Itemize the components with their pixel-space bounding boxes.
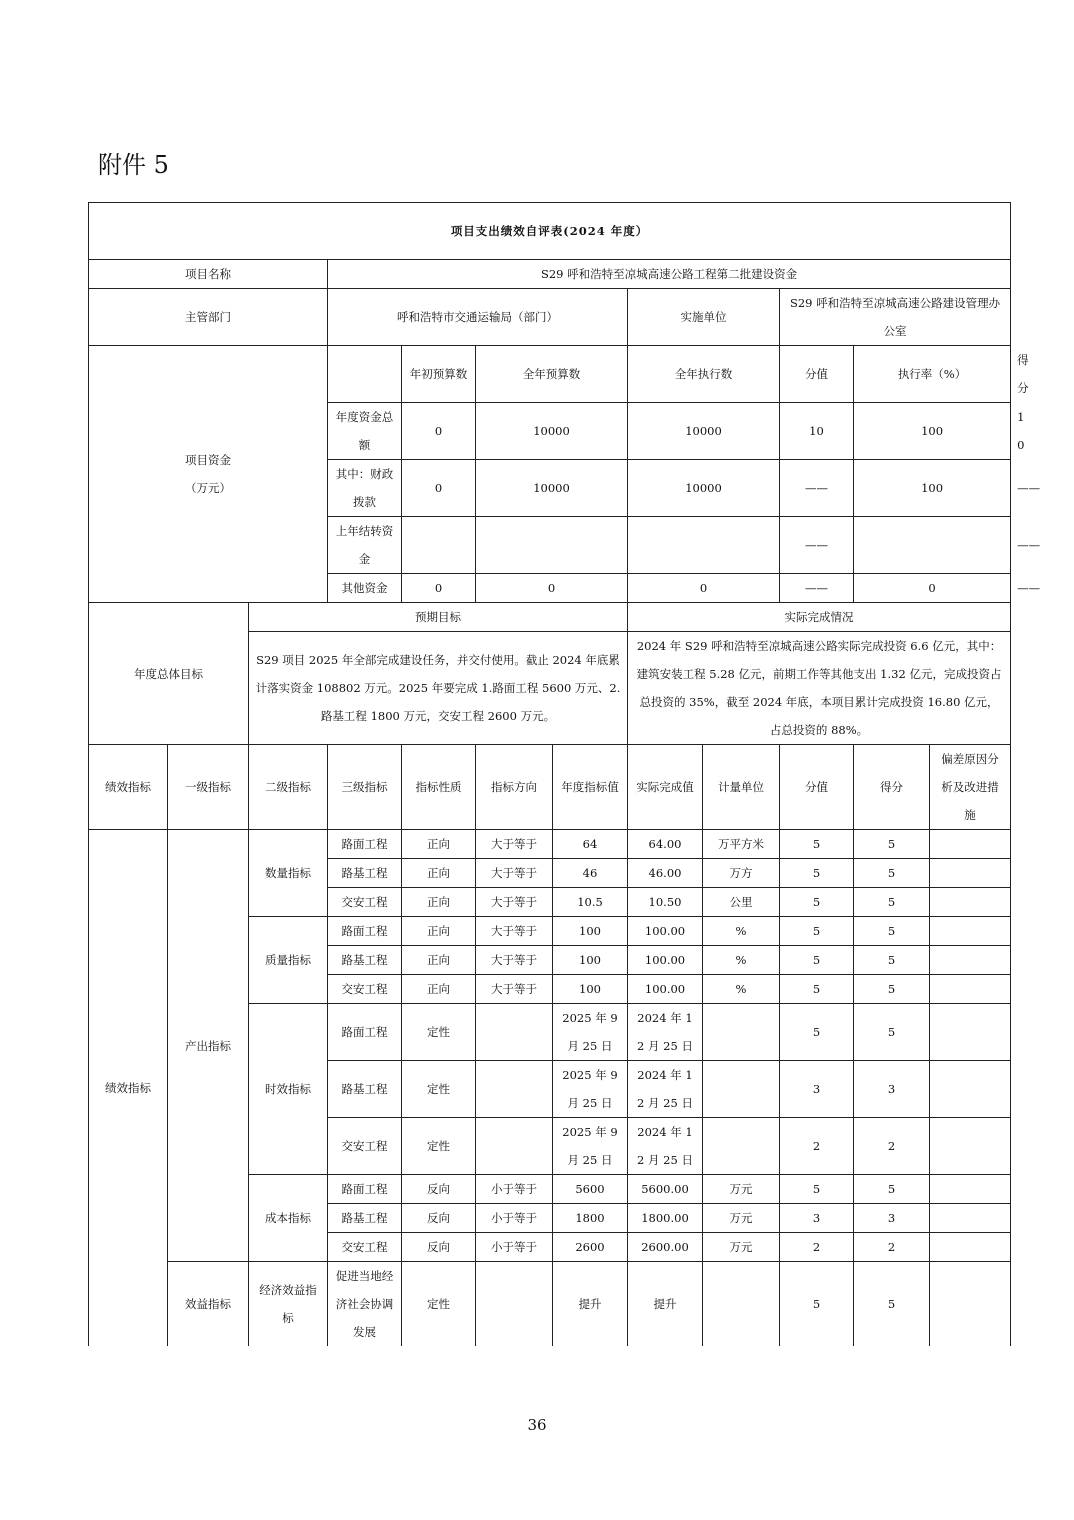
indicator-cell: 路面工程 xyxy=(328,917,402,946)
indicator-cell: 交安工程 xyxy=(328,975,402,1004)
indicator-cell: 正向 xyxy=(402,859,476,888)
indicator-cell: 小于等于 xyxy=(476,1175,553,1204)
attachment-label: 附件 5 xyxy=(98,151,169,179)
indicator-header: 绩效指标 xyxy=(89,745,168,830)
indicator-cell xyxy=(930,1004,1011,1061)
indicator-cell: 100 xyxy=(553,917,628,946)
performance-evaluation-table: 项目支出绩效自评表(2024 年度） 项目名称 S29 呼和浩特至凉城高速公路工程第二批建设资金 主管部门 呼和浩特市交通运输局（部门） 实施单位 S29 呼和浩特至凉城高速公路建设管理办公室 项目资金 （万元） 年初预算数 全年预算数 全年执行数 分值 执行率（%） 得分 年度资金总额 0 10000 10000 10 100 10 其中：财政拨款 0 10000 10000 —— 100 —— 上年结转资金 —— —— 其他资金 0 0 0 —— 0 —— 年度总体目标 预期目标 实际完成情况 S29 项目 2025 年全部完成建设任务，并交付使用。截止 2024 年底累计落实资金 108802 万元。2025 年要完成 1.路面工程 5600 万元、2.路基工程 1800 万元，交安工程 2600 万元。 2024 年 S29 呼和浩特至凉城高速公路实际完成投资 6.6 亿元，其中：建筑安装工程 5.28 亿元，前期工作等其他支出 1.32 亿元，完成投资占总投资的 35%，截至 2024 年底，本项目累计完成投资 16.80 亿元，占总投资的 88%。 绩效指标 一级指标 二级指标 三级指标 指标性质 指标方向 年度指标值 实际完成值 计量单位 分值 得分 偏差原因分析及改进措施 绩效指标 产出指标 数量指标 路面工程 正向 大于等于 64 64.00 万平方米 5 5 路基工程 正向 大于等于 46 46.00 万方 5 5 交安工程 正向 大于等于 10.5 10.50 公里 5 5 质量指标 路面工程 正向 大于等于 100 100.00 % 5 5 路基工程 正向 大于等于 100 100.00 % 5 5 交安工程 正向 大于等于 100 100.00 % 5 5 时效指标 路面工程 定性 2025 年 9 月 25 日 2024 年 12 月 25 日 5 5 路基工程 定性 2025 年 9 月 25 日 2024 年 12 月 25 日 3 3 交安工程 定性 2025 年 9 月 25 日 2024 年 12 月 25 日 2 2 成本指标 路面工程 反向 小于等于 5600 5600.00 万元 5 5 路基工程 反向 小于等于 1800 1800.00 万元 3 3 交安工程 反向 小于等于 2600 2600.00 万元 2 2 效益指标 经济效益指标 促进当地经济社会协调发展 定性 提升 提升 5 5 xyxy=(88,202,1011,1346)
indicator-cell: 定性 xyxy=(402,1118,476,1175)
indicator-cell: 2025 年 9 月 25 日 xyxy=(553,1061,628,1118)
indicator-cell: 5 xyxy=(780,859,854,888)
funds-row-name: 其中：财政拨款 xyxy=(328,460,402,517)
indicator-cell: 5 xyxy=(780,1262,854,1347)
funds-row: 其他资金 0 0 0 —— 0 —— xyxy=(89,574,1011,603)
indicator-header: 二级指标 xyxy=(249,745,328,830)
indicator-cell: 2 xyxy=(854,1233,930,1262)
level2-indicator: 时效指标 xyxy=(249,1004,328,1175)
funds-header: 年初预算数 xyxy=(402,346,476,403)
indicator-cell: 2024 年 12 月 25 日 xyxy=(628,1061,703,1118)
indicator-header: 一级指标 xyxy=(168,745,249,830)
indicator-cell: 大于等于 xyxy=(476,917,553,946)
indicator-header: 计量单位 xyxy=(703,745,780,830)
funds-cell: —— xyxy=(780,460,854,517)
impl-value: S29 呼和浩特至凉城高速公路建设管理办公室 xyxy=(780,289,1011,346)
indicator-cell: 交安工程 xyxy=(328,1233,402,1262)
indicator-cell: 2 xyxy=(780,1233,854,1262)
indicator-cell: 路基工程 xyxy=(328,946,402,975)
indicator-cell: 万平方米 xyxy=(703,830,780,859)
indicator-cell: 反向 xyxy=(402,1204,476,1233)
funds-cell xyxy=(476,517,628,574)
indicator-cell: 2025 年 9 月 25 日 xyxy=(553,1118,628,1175)
indicator-header-row xyxy=(89,745,1011,830)
funds-row-name: 上年结转资金 xyxy=(328,517,402,574)
indicator-cell: 1800 xyxy=(553,1204,628,1233)
indicator-cell: 2 xyxy=(780,1118,854,1175)
indicator-cell: 促进当地经济社会协调发展 xyxy=(328,1262,402,1347)
indicator-cell: 正向 xyxy=(402,946,476,975)
indicator-cell: 大于等于 xyxy=(476,830,553,859)
indicator-cell xyxy=(476,1004,553,1061)
indicator-cell xyxy=(930,946,1011,975)
indicator-cell: 5 xyxy=(854,917,930,946)
funds-row: 年度资金总额 0 10000 10000 10 100 10 xyxy=(89,403,1011,460)
indicator-cell: 10.50 xyxy=(628,888,703,917)
indicator-cell xyxy=(703,1061,780,1118)
indicator-cell: 2024 年 12 月 25 日 xyxy=(628,1004,703,1061)
indicator-cell: 交安工程 xyxy=(328,888,402,917)
funds-cell: 0 xyxy=(402,403,476,460)
indicator-cell xyxy=(476,1061,553,1118)
indicator-cell: 5 xyxy=(780,1004,854,1061)
indicator-cell: 反向 xyxy=(402,1175,476,1204)
indicator-cell: 2600.00 xyxy=(628,1233,703,1262)
indicator-cell: 小于等于 xyxy=(476,1233,553,1262)
indicator-cell xyxy=(930,917,1011,946)
indicator-cell: 万元 xyxy=(703,1204,780,1233)
indicator-header: 实际完成值 xyxy=(628,745,703,830)
funds-header: 分值 xyxy=(780,346,854,403)
funds-label-text: 项目资金 xyxy=(185,453,231,467)
indicator-cell: 64.00 xyxy=(628,830,703,859)
indicator-cell: 大于等于 xyxy=(476,975,553,1004)
goals-header-row xyxy=(89,603,1011,632)
funds-cell: 100 xyxy=(854,403,1011,460)
indicator-cell: 路面工程 xyxy=(328,1175,402,1204)
funds-cell xyxy=(854,517,1011,574)
funds-header: 执行率（%） xyxy=(854,346,1011,403)
indicator-cell: 路基工程 xyxy=(328,1061,402,1118)
level2-indicator: 成本指标 xyxy=(249,1175,328,1262)
indicator-cell: 大于等于 xyxy=(476,888,553,917)
indicator-cell: 5 xyxy=(780,1175,854,1204)
funds-cell: 0 xyxy=(476,574,628,603)
page-number: 36 xyxy=(527,1416,547,1434)
indicator-cell: 提升 xyxy=(628,1262,703,1347)
level2-indicator: 质量指标 xyxy=(249,917,328,1004)
funds-cell: 10000 xyxy=(476,403,628,460)
indicator-cell: 5 xyxy=(854,830,930,859)
indicator-cell xyxy=(930,1233,1011,1262)
indicator-cell: 3 xyxy=(854,1061,930,1118)
dept-value: 呼和浩特市交通运输局（部门） xyxy=(328,289,628,346)
indicator-cell: 46.00 xyxy=(628,859,703,888)
indicator-cell: 路基工程 xyxy=(328,1204,402,1233)
indicator-cell: 正向 xyxy=(402,917,476,946)
project-name-label: 项目名称 xyxy=(89,260,328,289)
indicator-col1: 绩效指标 xyxy=(89,830,168,1347)
indicator-header: 得分 xyxy=(854,745,930,830)
indicator-cell: 正向 xyxy=(402,975,476,1004)
indicator-cell xyxy=(930,830,1011,859)
funds-cell: —— xyxy=(780,574,854,603)
indicator-cell xyxy=(930,1175,1011,1204)
indicator-cell: 100.00 xyxy=(628,917,703,946)
indicator-cell: 定性 xyxy=(402,1061,476,1118)
funds-header-blank xyxy=(328,346,402,403)
indicator-cell: 3 xyxy=(854,1204,930,1233)
indicator-cell: 10.5 xyxy=(553,888,628,917)
funds-cell: 0 xyxy=(402,460,476,517)
funds-row-name: 其他资金 xyxy=(328,574,402,603)
indicator-cell: 5 xyxy=(780,888,854,917)
indicator-cell xyxy=(930,1061,1011,1118)
impl-label: 实施单位 xyxy=(628,289,780,346)
indicator-cell: 5 xyxy=(854,946,930,975)
indicator-cell: 5 xyxy=(854,1175,930,1204)
table-title: 项目支出绩效自评表(2024 年度） xyxy=(89,203,1011,260)
indicator-cell: 大于等于 xyxy=(476,859,553,888)
indicator-cell: 大于等于 xyxy=(476,946,553,975)
indicator-cell: 3 xyxy=(780,1204,854,1233)
indicator-cell: 万方 xyxy=(703,859,780,888)
indicator-cell: 3 xyxy=(780,1061,854,1118)
indicator-cell: 万元 xyxy=(703,1233,780,1262)
indicator-cell: 正向 xyxy=(402,830,476,859)
indicator-cell: 5 xyxy=(780,917,854,946)
level2-indicator: 数量指标 xyxy=(249,830,328,917)
indicator-cell: 反向 xyxy=(402,1233,476,1262)
indicator-cell: 定性 xyxy=(402,1262,476,1347)
output-indicator-label: 产出指标 xyxy=(168,830,249,1262)
indicator-header: 指标方向 xyxy=(476,745,553,830)
indicator-cell: 5 xyxy=(854,1262,930,1347)
benefit-indicator-label: 效益指标 xyxy=(168,1262,249,1347)
indicator-cell: % xyxy=(703,975,780,1004)
funds-cell: 10000 xyxy=(628,460,780,517)
indicator-cell: 5 xyxy=(854,888,930,917)
indicator-cell xyxy=(703,1262,780,1347)
funds-cell: 10000 xyxy=(628,403,780,460)
indicator-cell xyxy=(930,888,1011,917)
funds-cell: 0 xyxy=(854,574,1011,603)
indicator-cell xyxy=(930,1204,1011,1233)
indicator-cell: 5 xyxy=(854,859,930,888)
indicator-cell xyxy=(703,1118,780,1175)
indicator-cell: 2600 xyxy=(553,1233,628,1262)
indicator-cell: 路面工程 xyxy=(328,1004,402,1061)
indicator-cell xyxy=(476,1118,553,1175)
funds-row: 上年结转资金 —— —— xyxy=(89,517,1011,574)
indicator-header: 偏差原因分析及改进措施 xyxy=(930,745,1011,830)
indicator-row xyxy=(89,830,1011,859)
funds-header: 全年执行数 xyxy=(628,346,780,403)
indicator-cell: 5 xyxy=(780,975,854,1004)
indicator-cell: 正向 xyxy=(402,888,476,917)
indicator-cell: 100.00 xyxy=(628,975,703,1004)
indicator-header: 分值 xyxy=(780,745,854,830)
indicator-cell: 2024 年 12 月 25 日 xyxy=(628,1118,703,1175)
indicator-cell: 定性 xyxy=(402,1004,476,1061)
dept-label: 主管部门 xyxy=(89,289,328,346)
indicator-cell: 提升 xyxy=(553,1262,628,1347)
goals-label: 年度总体目标 xyxy=(89,603,249,745)
indicator-cell: 5 xyxy=(854,975,930,1004)
indicator-cell xyxy=(930,1118,1011,1175)
indicator-header: 年度指标值 xyxy=(553,745,628,830)
indicator-cell xyxy=(930,975,1011,1004)
funds-cell: —— xyxy=(780,517,854,574)
indicator-cell: 小于等于 xyxy=(476,1204,553,1233)
funds-row: 其中：财政拨款 0 10000 10000 —— 100 —— xyxy=(89,460,1011,517)
funds-cell xyxy=(402,517,476,574)
indicator-cell: 46 xyxy=(553,859,628,888)
indicator-cell: 64 xyxy=(553,830,628,859)
funds-header: 全年预算数 xyxy=(476,346,628,403)
level2-indicator: 经济效益指标 xyxy=(249,1262,328,1347)
funds-cell: 100 xyxy=(854,460,1011,517)
indicator-cell xyxy=(703,1004,780,1061)
funds-row-name: 年度资金总额 xyxy=(328,403,402,460)
goals-expected-label: 预期目标 xyxy=(249,603,628,632)
funds-label xyxy=(89,346,328,603)
indicator-cell xyxy=(930,1262,1011,1347)
indicator-cell: 100 xyxy=(553,946,628,975)
indicator-cell: 5600.00 xyxy=(628,1175,703,1204)
indicator-cell: 100 xyxy=(553,975,628,1004)
funds-cell: 10 xyxy=(780,403,854,460)
indicator-cell: 5600 xyxy=(553,1175,628,1204)
indicator-cell: 交安工程 xyxy=(328,1118,402,1175)
indicator-cell: 路基工程 xyxy=(328,859,402,888)
indicator-cell: % xyxy=(703,946,780,975)
goals-actual-label: 实际完成情况 xyxy=(628,603,1011,632)
indicator-cell xyxy=(476,1262,553,1347)
indicator-cell: 5 xyxy=(854,1004,930,1061)
indicator-header: 三级指标 xyxy=(328,745,402,830)
indicator-cell: 万元 xyxy=(703,1175,780,1204)
goals-actual-text: 2024 年 S29 呼和浩特至凉城高速公路实际完成投资 6.6 亿元，其中：建筑安装工程 5.28 亿元，前期工作等其他支出 1.32 亿元，完成投资占总投资的 35%，截至 2024 年底，本项目累计完成投资 16.80 亿元，占总投资的 88%。 xyxy=(628,632,1011,745)
indicator-cell: 100.00 xyxy=(628,946,703,975)
indicator-cell: 5 xyxy=(780,946,854,975)
indicator-cell: 2 xyxy=(854,1118,930,1175)
funds-cell: 0 xyxy=(402,574,476,603)
funds-unit-text: （万元） xyxy=(185,481,231,495)
project-name-value: S29 呼和浩特至凉城高速公路工程第二批建设资金 xyxy=(328,260,1011,289)
indicator-cell: 5 xyxy=(780,830,854,859)
indicator-cell: 路面工程 xyxy=(328,830,402,859)
indicator-row xyxy=(89,1262,1011,1347)
funds-cell xyxy=(628,517,780,574)
indicator-cell: 1800.00 xyxy=(628,1204,703,1233)
indicator-cell xyxy=(930,859,1011,888)
indicator-cell: 公里 xyxy=(703,888,780,917)
indicator-header: 指标性质 xyxy=(402,745,476,830)
goals-expected-text: S29 项目 2025 年全部完成建设任务，并交付使用。截止 2024 年底累计落实资金 108802 万元。2025 年要完成 1.路面工程 5600 万元、2.路基工程 1800 万元，交安工程 2600 万元。 xyxy=(249,632,628,745)
indicator-cell: % xyxy=(703,917,780,946)
funds-cell: 0 xyxy=(628,574,780,603)
indicator-cell: 2025 年 9 月 25 日 xyxy=(553,1004,628,1061)
funds-cell: 10000 xyxy=(476,460,628,517)
